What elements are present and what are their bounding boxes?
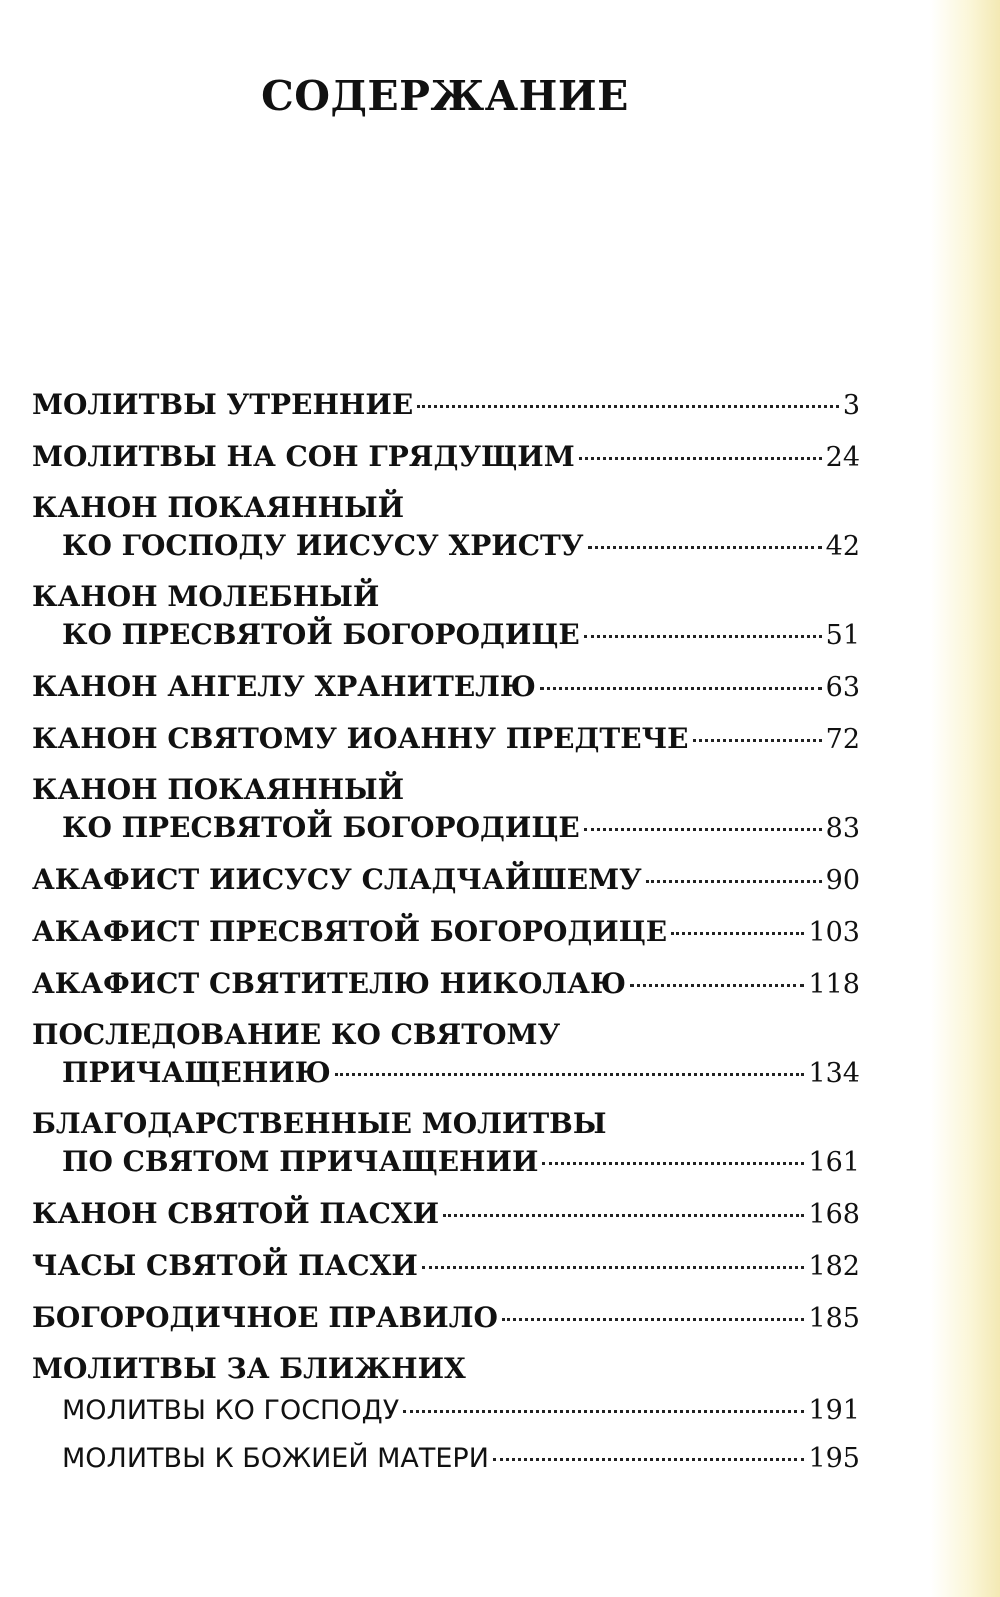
toc-group-heading: МОЛИТВЫ ЗА БЛИЖНИХ — [32, 1352, 466, 1385]
toc-page-number: 3 — [842, 390, 860, 421]
toc-entry-label: ПРИЧАЩЕНИЮ — [62, 1056, 331, 1089]
toc-subentry-label: МОЛИТВЫ КО ГОСПОДУ — [62, 1395, 400, 1426]
table-of-contents — [32, 385, 860, 1491]
page-title: СОДЕРЖАНИЕ — [261, 72, 629, 120]
toc-entry-label: КО ПРЕСВЯТОЙ БОГОРОДИЦЕ — [62, 618, 580, 651]
toc-entry-label: КАНОН СВЯТОЙ ПАСХИ — [32, 1197, 440, 1230]
dot-leader — [540, 687, 822, 690]
toc-entry-penitential-canon-christ — [32, 489, 860, 566]
toc-entry-evening-prayers — [32, 437, 860, 477]
dot-leader — [403, 1410, 804, 1413]
toc-page-number: 191 — [808, 1395, 860, 1426]
toc-entry-label: МОЛИТВЫ УТРЕННИЕ — [32, 388, 414, 421]
toc-entry-pascha-canon — [32, 1194, 860, 1234]
toc-entry-thanksgiving-prayers — [32, 1105, 860, 1182]
toc-group-neighbours-prayers — [32, 1350, 860, 1483]
toc-subentry — [32, 1435, 860, 1483]
dot-leader — [443, 1214, 804, 1217]
dot-leader — [579, 457, 822, 460]
toc-page-number: 90 — [825, 865, 860, 896]
toc-entry-label: БОГОРОДИЧНОЕ ПРАВИЛО — [32, 1301, 498, 1334]
toc-page-number: 51 — [825, 620, 860, 651]
toc-entry-morning-prayers — [32, 385, 860, 425]
toc-entry-supplicatory-canon — [32, 578, 860, 655]
toc-entry-label: АКАФИСТ ИИСУСУ СЛАДЧАЙШЕМУ — [32, 863, 642, 896]
toc-page-number: 42 — [825, 531, 860, 562]
dot-leader — [417, 405, 839, 408]
dot-leader — [693, 739, 822, 742]
dot-leader — [646, 880, 822, 883]
toc-entry-penitential-canon-theotokos — [32, 771, 860, 848]
toc-entry-label: КО ПРЕСВЯТОЙ БОГОРОДИЦЕ — [62, 811, 580, 844]
dot-leader — [502, 1318, 805, 1321]
toc-entry-pascha-hours — [32, 1246, 860, 1286]
toc-page-number: 161 — [808, 1147, 860, 1178]
toc-subentry-label: МОЛИТВЫ К БОЖИЕЙ МАТЕРИ — [62, 1443, 489, 1474]
toc-entry-label: КАНОН СВЯТОМУ ИОАННУ ПРЕДТЕЧЕ — [32, 722, 689, 755]
toc-entry-theotokos-rule — [32, 1298, 860, 1338]
toc-entry-label: КАНОН АНГЕЛУ ХРАНИТЕЛЮ — [32, 670, 536, 703]
toc-entry-akathist-nicholas — [32, 964, 860, 1004]
toc-entry-akathist-jesus — [32, 860, 860, 900]
toc-entry-guardian-angel-canon — [32, 667, 860, 707]
dot-leader — [493, 1458, 805, 1461]
toc-entry-heading: КАНОН ПОКАЯННЫЙ — [32, 491, 405, 524]
toc-entry-heading: ПОСЛЕДОВАНИЕ КО СВЯТОМУ — [32, 1018, 561, 1051]
dot-leader — [671, 932, 804, 935]
toc-subentry — [32, 1387, 860, 1435]
toc-page-number: 83 — [825, 813, 860, 844]
toc-entry-communion-rule — [32, 1016, 860, 1093]
toc-entry-label: МОЛИТВЫ НА СОН ГРЯДУЩИМ — [32, 440, 575, 473]
toc-page-number: 72 — [825, 724, 860, 755]
toc-page-number: 134 — [808, 1058, 860, 1089]
toc-page-number: 168 — [808, 1199, 860, 1230]
toc-entry-heading: КАНОН МОЛЕБНЫЙ — [32, 580, 380, 613]
toc-page-number: 63 — [825, 672, 860, 703]
dot-leader — [584, 635, 822, 638]
dot-leader — [630, 984, 804, 987]
toc-entry-heading: КАНОН ПОКАЯННЫЙ — [32, 773, 405, 806]
toc-page-number: 185 — [808, 1303, 860, 1334]
dot-leader — [584, 828, 822, 831]
toc-page-number: 195 — [808, 1443, 860, 1474]
toc-entry-label: АКАФИСТ ПРЕСВЯТОЙ БОГОРОДИЦЕ — [32, 915, 668, 948]
toc-entry-label: ПО СВЯТОМ ПРИЧАЩЕНИИ — [62, 1145, 539, 1178]
toc-entry-john-baptist-canon — [32, 719, 860, 759]
toc-entry-label: КО ГОСПОДУ ИИСУСУ ХРИСТУ — [62, 529, 584, 562]
toc-entry-label: АКАФИСТ СВЯТИТЕЛЮ НИКОЛАЮ — [32, 967, 627, 1000]
toc-page-number: 182 — [808, 1251, 860, 1282]
toc-page-number: 103 — [808, 917, 860, 948]
toc-page-number: 24 — [825, 442, 860, 473]
dot-leader — [335, 1073, 805, 1076]
toc-page-number: 118 — [808, 969, 860, 1000]
dot-leader — [542, 1162, 804, 1165]
dot-leader — [588, 546, 822, 549]
toc-entry-label: ЧАСЫ СВЯТОЙ ПАСХИ — [32, 1249, 418, 1282]
toc-entry-heading: БЛАГОДАРСТВЕННЫЕ МОЛИТВЫ — [32, 1107, 607, 1140]
dot-leader — [422, 1266, 805, 1269]
toc-entry-akathist-theotokos — [32, 912, 860, 952]
